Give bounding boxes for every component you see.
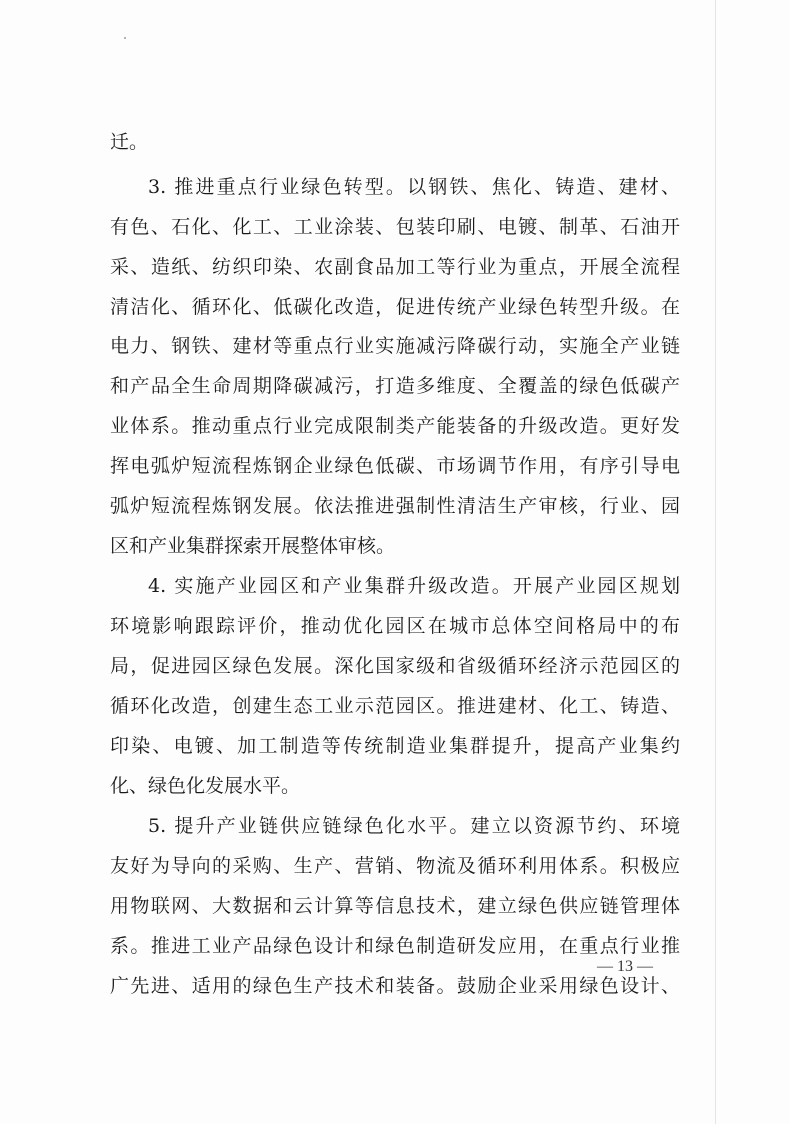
text-line: 弧炉短流程炼钢发展。依法推进强制性清洁生产审核，行业、园 xyxy=(110,495,680,517)
scan-speck xyxy=(124,37,126,39)
text-line: 挥电弧炉短流程炼钢企业绿色低碳、市场调节作用，有序引导电 xyxy=(110,455,680,477)
text-line: 区和产业集群探索开展整体审核。 xyxy=(110,535,396,557)
text-line: 系。推进工业产品绿色设计和绿色制造研发应用，在重点行业推 xyxy=(110,935,680,957)
text-line: 局，促进园区绿色发展。深化国家级和省级循环经济示范园区的 xyxy=(110,655,680,677)
text-line: 印染、电镀、加工制造等传统制造业集群提升，提高产业集约 xyxy=(110,735,680,757)
text-line: 3. 推进重点行业绿色转型。以钢铁、焦化、铸造、建材、 xyxy=(148,176,680,198)
text-line: 5. 提升产业链供应链绿色化水平。建立以资源节约、环境 xyxy=(148,815,680,837)
text-line: 化、绿色化发展水平。 xyxy=(110,775,301,797)
text-line: 业体系。推动重点行业完成限制类产能装备的升级改造。更好发 xyxy=(110,415,680,437)
text-line: 清洁化、循环化、低碳化改造，促进传统产业绿色转型升级。在 xyxy=(110,296,680,318)
text-line: 循环化改造，创建生态工业示范园区。推进建材、化工、铸造、 xyxy=(110,695,680,717)
text-line: 采、造纸、纺织印染、农副食品加工等行业为重点，开展全流程 xyxy=(110,256,680,278)
text-line: 友好为导向的采购、生产、营销、物流及循环利用体系。积极应 xyxy=(110,855,680,877)
text-line: 环境影响跟踪评价，推动优化园区在城市总体空间格局中的布 xyxy=(110,615,680,637)
page-number: — 13 — xyxy=(597,958,653,975)
page-edge-divider xyxy=(715,0,716,1124)
text-line: 用物联网、大数据和云计算等信息技术，建立绿色供应链管理体 xyxy=(110,895,680,917)
text-line: 电力、钢铁、建材等重点行业实施减污降碳行动，实施全产业链 xyxy=(110,335,680,357)
text-line: 4. 实施产业园区和产业集群升级改造。开展产业园区规划 xyxy=(148,575,680,597)
text-line: 广先进、适用的绿色生产技术和装备。鼓励企业采用绿色设计、 xyxy=(110,975,680,997)
text-line: 迁。 xyxy=(110,131,149,153)
text-line: 和产品全生命周期降碳减污，打造多维度、全覆盖的绿色低碳产 xyxy=(110,375,680,397)
text-line: 有色、石化、化工、工业涂装、包装印刷、电镀、制革、石油开 xyxy=(110,216,680,238)
